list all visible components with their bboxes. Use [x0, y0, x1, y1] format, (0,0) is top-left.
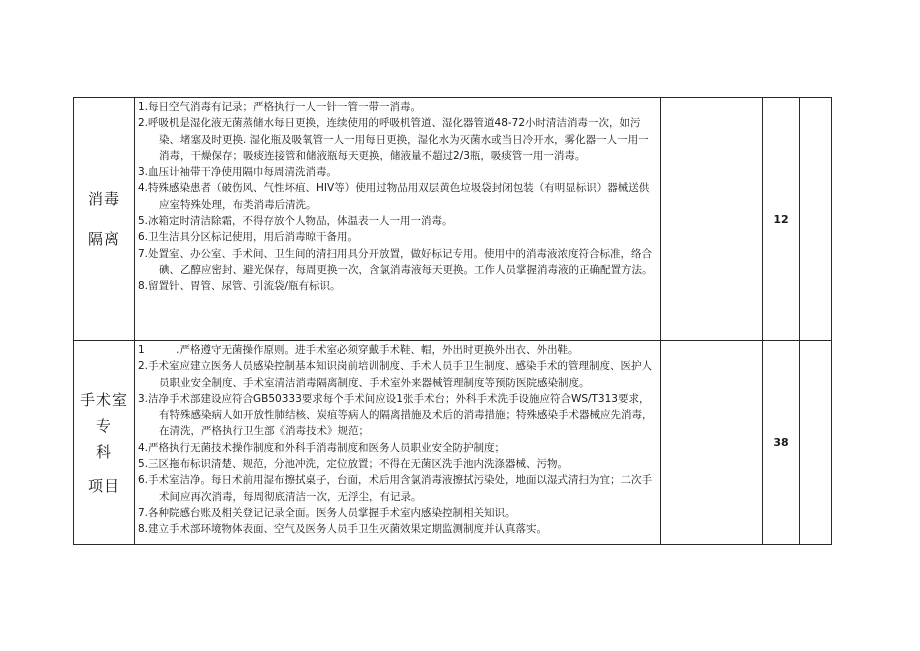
criteria-item: 2.手术室应建立医务人员感染控制基本知识岗前培训制度、手术人员手卫生制度、感染手术的管理制度、医护人员职业安全制度、手术室清洁消毒隔离制度、手术室外来器械管理制度等预防医院感染制度。	[138, 360, 653, 389]
category-cell	[74, 98, 135, 341]
category-label: 消毒	[87, 190, 120, 208]
category-cell	[74, 341, 135, 545]
blank-cell	[661, 341, 763, 545]
score-cell: 12	[763, 98, 800, 341]
criteria-item: 5.三区拖布标识清楚、规范，分池冲洗，定位放置；不得在无菌区洗手池内洗涤器械、污物。	[138, 458, 569, 471]
criteria-item: 4.严格执行无菌技术操作制度和外科手消毒制度和医务人员职业安全防护制度；	[138, 441, 506, 454]
blank-cell	[661, 98, 763, 341]
criteria-item: 3.血压计袖带干净使用隔巾每周清洗消毒。	[138, 166, 338, 179]
criteria-item: 7.各种院感台账及相关登记记录全面。医务人员掌握手术室内感染控制相关知识。	[138, 506, 516, 519]
criteria-item: 7.处置室、办公室、手术间、卫生间的清扫用具分开放置，做好标记专用。使用中的消毒液浓度符合标准，络合碘、乙醇应密封、避光保存，每周更换一次，含氯消毒液每天更换。工作人员掌握消毒液的正确配置方法。	[138, 247, 653, 276]
inspection-table	[73, 97, 832, 545]
category-label: 隔离	[87, 230, 120, 248]
criteria-item: 6.卫生洁具分区标记使用，用后消毒晾干备用。	[138, 231, 359, 244]
criteria-item: 8.建立手术部环境物体表面、空气及医务人员手卫生灭菌效果定期监测制度并认真落实。	[138, 523, 548, 536]
criteria-item: 6.手术室洁净。每日术前用湿布擦拭桌子，台面，术后用含氯消毒液擦拭污染处，地面以湿式清扫为宜；二次手术间应再次消毒，每周彻底清洁一次，无浮尘，有记录。	[138, 474, 653, 503]
category-label: 项目	[87, 476, 120, 495]
criteria-item: 8.留置针、胃管、尿管、引流袋/瓶有标识。	[138, 280, 341, 293]
criteria-cell	[135, 98, 661, 341]
table-row-operating-room	[74, 341, 832, 545]
criteria-item: 2.呼吸机是湿化液无菌蒸储水每日更换，连续使用的呼吸机管道、湿化器管道48-72小时清洁消毒一次，如污染、堵塞及时更换. 湿化瓶及吸氧管一人一用每日更换，湿化水为灭菌水或当日冷开水，雾化器一人一用一消毒，干燥保存；吸痰连接管和储液瓶每天更换，储液量不超过2/3瓶，吸痰管一用一消毒。	[138, 117, 649, 162]
criteria-item: 5.冰箱定时清洁除霜，不得存放个人物品，体温表一人一用一消毒。	[138, 215, 453, 228]
score-cell: 38	[763, 341, 800, 545]
blank-cell	[800, 341, 832, 545]
criteria-cell	[135, 341, 661, 545]
criteria-item: 1.每日空气消毒有记录；严格执行一人一针一管一带一消毒。	[138, 101, 422, 113]
table-row-disinfection	[74, 98, 832, 341]
blank-cell	[800, 98, 832, 341]
category-label: 科	[95, 442, 112, 461]
criteria-item: 3.洁净手术部建设应符合GB50333要求每个手术间应设1张手术台；外科手术洗手设施应符合WS/T313要求，有特殊感染病人如开放性肺结核、炭疽等病人的隔离措施及术后的消毒措施；特殊感染手术器械应先消毒，在清洗，严格执行卫生部《消毒技术》规范；	[138, 392, 653, 438]
criteria-item: 1 .严格遵守无菌操作原则。进手术室必须穿戴手术鞋、帽，外出时更换外出衣、外出鞋。	[138, 344, 579, 356]
criteria-item: 4.特殊感染患者（破伤风、气性坏疽、HIV等）使用过物品用双层黄色垃圾袋封闭包装（有明显标识）器械送供应室特殊处理，布类消毒后清洗。	[138, 182, 650, 211]
category-label: 手术室专	[79, 390, 128, 435]
